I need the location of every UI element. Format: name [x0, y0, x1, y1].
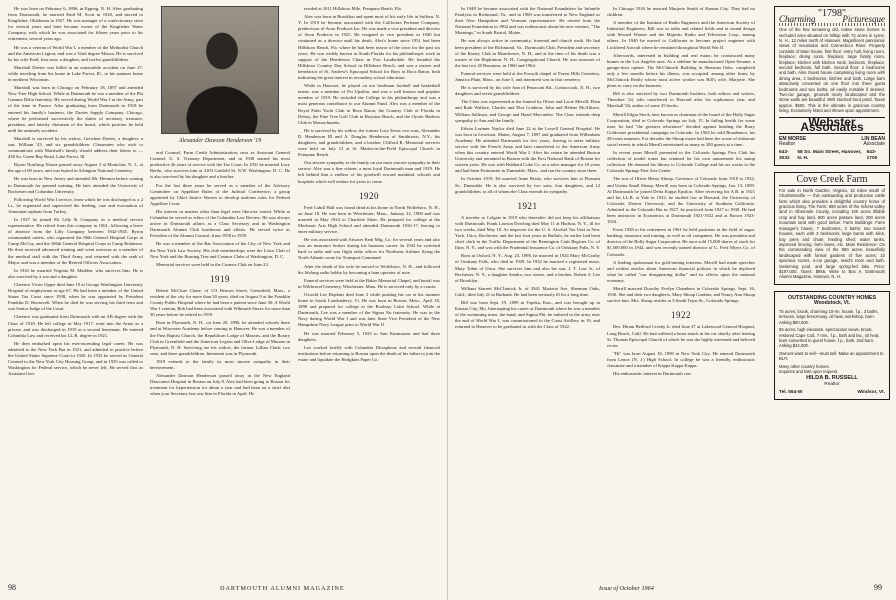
article-paragraph: Alexander Dawson Henderson passed away in the New England Deaconess Hospital in Boston on July 8. Alex had been going to Boston for treatment for hypertension for about a year and had been on a strict diet when your Secretary last saw him in Florida in April. He	[150, 373, 290, 397]
article-paragraph: "Hi" was born August 18, 1899 in New York City. He entered Dartmouth from Lenox (N. J.) High School. In college he was a friendly, enthusiastic classmate and a member of Kappa Kappa Kappa.	[607, 350, 755, 368]
article-paragraph: Funeral services were held at the Baker Memorial Chapel, and burial was in Wildwood Cemetery, Winchester, Mass. He is survived only by a cousin.	[298, 277, 440, 289]
ad-homes-town: Windsor, Vt.	[857, 389, 885, 395]
article-paragraph: He is survived by his wife Ann of Penacook Rd., Contoocook, N. H., two daughters and seven grandchildren.	[455, 85, 600, 97]
article-paragraph: He then embarked upon his ever-ascending legal career. He was admitted to the New York Bar in 1921, and admitted to practice before the United States Supreme Court in 1926. In 1933 he served as General Counsel to the New York City Housing Group, and in 1935 was called to Washington for Federal service, which he never left. He served first as Assistant Gen-	[8, 340, 143, 377]
article-paragraph: Byron Northrup Noone passed away August 3 at Montclair, N. J., at the age of 69 years, and was buried in Arlington National Cemetery.	[8, 162, 143, 174]
ad-tagline-right: Picturesque	[842, 13, 885, 24]
article-paragraph: Our sincere sympathy to the family on our most sincere sympathy in their sorrow. Alex was a fine citizen, a most loyal Dartmouth man and 1919. He left behind him a endless of his goodwill toward mankind, schools and hospitals which will endure for years to come.	[298, 160, 440, 184]
ad-webster-associates	[774, 6, 890, 166]
agent-left: EM MORSE	[779, 135, 807, 142]
article-paragraph: He was born on February 6, 1896, in Epping, N. H. After graduating from Dartmouth, he married Enid M. Scott in 1920, and moved to Kingfisher, Oklahoma in 1927. He was manager of a confectionery store for several years and later became owner of the Kingfisher Water Company, with which he was associated for fifteen years prior to his retirement, several years ago.	[8, 6, 143, 42]
article-paragraph: Alex was born in Brooklyn and spent most of his early life in Suffern, N. Y. In 1919 he became associated with the California Perfume Company, predecessor of Avon Products Inc. He was made a vice president and director of Avon Products in 1925. He resigned as vice president in 1940 but continued as a director until his death. Alex's home since 1951 had been Hillsboro Beach, Fla. where he had been mayor of the town for the past six years. He was widely known in South Florida for his philanthropic work in support of the Henderson Clinic in Fort Lauderdale. He founded the Hillsboro Country Day School in Hillsboro Beach, and was a trustee and benefactor of St. Andrew's Episcopal School for Boys in Boca Raton, both indicating his great interest in secondary school education.	[298, 14, 440, 81]
ad-homes-listing-1: 75 acres, brook, charming 10-rm. house, f.p., 3 baths, terraces, large breezeway, oil heat, workshop, barn. Asking $60,000.	[779, 308, 879, 325]
article-paragraph: Rev. Hiram Bedford Crosby Jr. died June 27 at Lakewood General Hospital, Long Beach, Calif. He had suffered a heart attack in his car shortly after leaving St. Thomas Episcopal Church of which he was the highly esteemed and beloved rector.	[607, 324, 755, 348]
article-paragraph: Merrill married Dorothy Evelyn Chambers in Colorado Springs, Sept. 16, 1930. She and their two daughters, Mary Shoup Gardner, and Nancy Ann Shoup survive him. Mrs. Shoup resides at 3 South Tejon St., Colorado Springs.	[607, 286, 755, 304]
article-paragraph: Bill is also survived by two Dartmouth brothers, both editors and writers, Theodore '24, who transferred to Harvard after his sophomore year, and Marshall '26, author of some 25 books.	[607, 91, 755, 109]
article-paragraph: The son of Oliver Henry Shoup, Governor of Colorado from 1918 to 1922, and Unetta Small Shoup, Merrill was born in Colorado Springs, Jan. 13, 1899. At Dartmouth he joined Delta Kappa Epsilon. After receiving his A.B. in 1921 and his LL.B. at Yale in 1922, he studied law at Harvard, the University of Colorado, Denver University, and the University of Southern California. Admitted to the Colorado Bar in 1927, he practiced from 1927 to 1938. He had been instructor in Economics at Dartmouth 1921-1922 and at Brown 1923-1924.	[607, 176, 755, 225]
article-paragraph: He was born in New Jersey and attended Mt. Hermon before coming to Dartmouth for premed training. He later attended the University of Rochester and Columbia University.	[8, 176, 143, 194]
left-column-1	[8, 6, 143, 571]
agent-right: LIN BEAN	[861, 135, 885, 142]
ad-farm-title: Cove Creek Farm	[779, 177, 885, 186]
article-paragraph: He was always active in community, fraternal and church work. He had been president of the Richmond, Va., Dartmouth Club, President and secretary of the Rotary Club in Manchester, N. H., and at the time of his death was a trustee of the Hopkinton, N. H., Congregational Church. He was treasurer of the last two 20 Reunions, in 1960 and 1964.	[455, 38, 600, 68]
tel-left: 643-3032	[779, 150, 790, 161]
article-paragraph: 1919 extends to the family its most sincere sympathy in their bereavement.	[150, 358, 290, 370]
article-paragraph: In 1943 he married Virginia M. Madden, who survives him. He is also survived by a son and a daughter.	[8, 267, 143, 279]
ad-homes-realtor: HILDA B. RUSSELL	[806, 375, 858, 382]
ad-homes-tel: Tel. 554-W	[779, 389, 803, 395]
role-left: Realtor	[779, 141, 796, 148]
ad-homes-location: Woodstock, Vt.	[813, 300, 851, 307]
article-paragraph: Merrill Edgar Stock, best known as chairman of the board of the Holly Sugar Corporation, died in Colorado Springs on July 15. In failing health for some time, he had "the greatest reluctance" decided against heading the Barry Goldwater presidential campaign in Colorado. In 1963 he sold Broadmoor, his 28-room mansion. For decades the Shoup estate had been the scene of elaborate social events in which Merrill entertained as many as 300 guests at a time.	[607, 111, 755, 147]
article-paragraph: Memorial services were held in the Cosmos Club on June 23.	[156, 261, 269, 267]
article-paragraph: A traveler to Colgate in 1919 who thereafter did not keep his affiliations with Dartmouth, Frank Lawton Dowling died May 11 at Hudson, N. Y., ill for two weeks, died May 10. As inspector for the U. S. Alcohol Tax Unit in New York, Utica, Rochester, and the last four years in Buffalo, he earlier had been chief clerk in the Traffic Department of the Remington Cash Register Co. of Ilion, N. Y., and was with the Prudential Insurance Co. of Oriskany Falls, N. Y.	[455, 214, 600, 251]
ad-homes-title: OUTSTANDING COUNTRY HOMES	[787, 294, 877, 301]
portrait-photo	[161, 6, 279, 134]
article-paragraph: eral Counsel, Farm Credit Administration; next as Assistant General Counsel, U. S. Treasury Department, and in 1938 started his most productive 26 years of service with the Tax Court. In 1931 he married Lucy Berlin, who survives him at 3103 Garfield St. N.W. Washington, D. C. He is also survived by his daughter and a brother.	[150, 150, 290, 180]
agent-roles	[779, 142, 885, 148]
article-paragraph: For the last three years he served as a member of the Advisory Committee on Appellate Rules of the Judicial Conference, a group appointed by Chief Justice Warren to develop uniform rules for Federal Appellate Court.	[150, 182, 290, 206]
ad-homes-more: Many other country homes.	[779, 363, 830, 369]
article-paragraph: From 1938 to his retirement in 1961 he held positions in the field of sugar, banking, insurance and mining, as well as oil companies. He was president and director of the Holly Sugar Corporation. He once sold 15,000 shares of stock for $1,500,000 in 1944, and was recently named director of G. Fred Myers Co. of Colorado.	[607, 227, 755, 257]
right-column-1	[455, 6, 600, 571]
article-paragraph: He was a veteran of World War I, a member of the Methodist Church and the American Legion; and was a 32nd degree Mason. He is survived by his wife Enid, four sons, a daughter, and twelve grandchildren.	[8, 44, 143, 62]
article-paragraph: Afterwards, interested in building and real estate, he constructed many homes in the Los Angeles area. As a sideline he manufactured Open Sesame, a garage-door opener. The McClintock Building in Sherman Oaks, completed only a few months before his illness, was occupied, among other firms, by McClintock Realty whose most active worker was Bill's wife, Marjorie. She plans to carry on the business.	[607, 52, 755, 89]
class-heading-1920: 1920	[359, 190, 379, 201]
article-paragraph: Edwin Lorimer Naylor died June 22 at the Lowell General Hospital. He was born in Lewiston, Maine, August 7, 1897 and graduated from Wilbraham Academy. He attended Dartmouth for two years, leaving to enter military service with the French Army and later transferred to the American Army when this country entered World War I. After his return he attended Boston University and remained in Boston with the First National Bank of Boston for sixteen years. He was with Hubbard Coke Co. as a sales manager for 18 years and had been Postmaster in Dunstable, Mass., and ran the country store there.	[455, 125, 600, 174]
article-paragraph: Following World War I service, from which he was discharged as a 2 Lt., he organized and supervised the feeding, care and evacuation of Armenian orphans from Turkey.	[8, 196, 143, 214]
classified-ads	[774, 6, 890, 406]
article-paragraph: The Class was represented at the funeral by Oliver and Lacie Merrill, Eben and Ruth Wallace, Charles and Elsa Crathern, John and Helene McAllister, William Sullivan, and George and Hazel Macomber. The Class extends deep sympathy to Ann and the family.	[455, 99, 600, 123]
ad-homes-contact	[779, 390, 885, 396]
article-paragraph: In 1948 he became associated with the National Foundation for Infantile Paralysis in Richmond, Va., and in 1960 was transferred to New England as their New Hampshire and Vermont representative. He retired from the National Foundation in 1962 and was enthusiastic about his new venture, "The Mornings," in South Bristol, Maine.	[455, 6, 600, 36]
tel-right: 643-1700	[866, 150, 878, 161]
ad-homes-listing-2: 55 acres, high elevation, spectacular views, brook, restored Cape Cod, 7 rms., f.p., bath and lav., oil heat, barn converted to guest house, f.p., bath, 2nd barn. Asking $44,000.	[779, 327, 880, 349]
article-paragraph: Robert McClure Chase, of 113 Beacon Street, Greenfield, Mass., a resident of the city for more than 30 years, died on August 9 at the Franklin County Public Hospital where he had been a patient since June 30. A World War I veteran, Bob had been associated with Wilmarth Stores for more than 30 years before he retired in 1959.	[150, 287, 290, 318]
article-paragraph: Marshall was born in Chicago on February 18, 1897 and attended New Trier High School. While at Dartmouth he was a member of the Phi Gamma Delta fraternity. He served during World War I in the Army, part of the time in France. After graduating from Dartmouth in 1918 he entered his family's business, the Davies Supply Company, Chicago, where he performed successively the duties of secretary, treasurer, president, and latterly chairman of the board, which position he held until his untimely accident.	[8, 85, 143, 133]
ad-divider	[779, 23, 885, 26]
ad-farm-body: For sale in North Garden, Virginia, 15 miles south of Charlottesville — this outstanding and productive cattle farm which also provides a delightful country home of gracious living. The Farm: 890 acres of the richest valley land in Albemarle County, including 100 acres tillable crop and hay land, 600 acres pasture land, 200 acres mountain land with good timber. Farm Buildings: Farm manager's house, 7 bedrooms, 3 baths; two tenant houses, each with 3 bedrooms; large barns with silos, hay pens and chute; feeding shed; water tanks, improved fencing, farm lanes, etc. Main Residence: On the commanding view of the 890 acres, beautifully landscaped with formal gardens of five acres; 10 spacious rooms, 4-car garage, maid's room and bath. Swimming pool, and large spring-fed lake. Price: $197,000. Taxes: $955. Write to Box A, Dartmouth Alumni Magazine, Hanover, N. H.	[779, 187, 885, 280]
article-paragraph: In October 1919, Ed married Anne Brady, who survives him at Pleasant St., Dunstable. He is also survived by two sons, four daughters, and 12 grandchildren, to all of whom the Class extends its sympathy.	[455, 176, 600, 194]
article-paragraph: While in Hanover, he played on our freshman football and basketball teams, was a member of Psi Upsilon, and was a well known and popular member of 1919. He included the College in his philanthropy and was a most generous contributor to our Alumni Fund. Alex was a member of the Royal Palm Yacht Club in Boca Raton, the Country Club of Florida in Delray, the Pine Tree Golf Club in Boynton Beach, and the Oyster Harbors Club in Massachusetts.	[298, 83, 440, 125]
page-number-right: 99	[874, 583, 882, 592]
ad-cove-creek-farm	[774, 172, 890, 285]
ad-homes-realtor-role: Realtor	[824, 382, 840, 387]
article-paragraph: Marshall Davies was killed in an automobile accident on June 27, while traveling from his home in Lake Forest, Ill., to his summer home in northern Wisconsin.	[8, 64, 143, 83]
article-paragraph: Born in Oxford, N. Y., Aug. 23, 1898, he married in 1924 Mary McCarthy of Oriskany Falls, who died in 1929. In 1932 he married a registered nurse, Mary Tobin of Utica. She survives him and also his son, J. T. Law Jr., of Rochester, N. Y., a daughter Sandra, two sisters, and a brother, Robert S. Lee of Brooklyn.	[455, 253, 600, 283]
page-number-left: 98	[8, 583, 16, 592]
ad-homes-listing-3: Owners want to sell—must sell. Make an appointment to BUY.	[779, 350, 884, 362]
article-paragraph: Funeral services were held at the Forsyth chapel of Forest Hills Cemetery, Jamaica Plain, Mass., on June 5, and interment was in that cemetery.	[455, 70, 600, 83]
article-paragraph: Oswald Lee Hopkins died June 2 while pushing his car at his summer home in South Londonderry, Vt. He was born in Boston, Mass., April 18, 1898 and prepared for college at the Roxbury Latin School. While at Dartmouth, Lee was a member of the Sigma Nu fraternity. He was in the Navy during World War I and was later State Vice President of the New Hampshire Navy League prior to World War II.	[298, 291, 440, 328]
article-paragraph: Lee worked briefly with Columbia Dictaphone and several financial institutions before returning to Boston upon the death of his father to join the estate and liquidate the Hodgkins Paper Co.	[298, 344, 440, 362]
right-page	[449, 0, 896, 600]
role-right: Associate	[863, 141, 885, 148]
class-heading-1919: 1919	[210, 273, 230, 284]
ad-body: One of the few remaining old, native stone homes in secluded area situated on hilltop with 72 acres in Lyme, N. H., 12 miles north of Hanover. Magnificent panoramic views of mountains and Connecticut River. Property consists of Main house, first floor: entry hall, living room, fireplace; dining room, fireplace; large family room, fireplace; kitchen with kitchen nook; bedroom, fireplace; second bedroom, full bath. Second floor: 2 bedrooms and bath. Also Guest house comprising living room with dining area, 2 bedrooms, kitchen and bath. Large barn attractively converted on one floor into three guest bedrooms and two baths, all easily rentable if desired. Two-car garage, grounds nicely landscaped and the stone walls are beautiful. Well stocked trout pond. Taxes approx. $500. This is the ultimate in gracious country living. Exclusively listed and shown upon appointment.	[779, 27, 885, 114]
article-paragraph: Born in Plymouth, N. H., on June 28, 1896, he attended schools there and at Worcester Academy before coming to Hanover. He was a member of the First Baptist Church, the Republican Lodge of Masons, and the Rotary Club in Greenfield and the American Legion and Olive Lodge of Masons in Plymouth, N. H. Surviving are his widow, the former Lillian Clark; two sons, and three grandchildren. Interment was in Plymouth.	[150, 320, 290, 356]
class-heading-1921: 1921	[517, 200, 538, 211]
article-paragraph: After the death of his wife he moved to Wolfeboro, N. H., and followed his lifelong radio hobby by becoming a ham operator of note.	[298, 263, 440, 275]
article-paragraph: William Starrett McClintock Jr. of 3941 Marietta Ave, Sherman Oaks, Calif., died July 21 in Burbank. He had been seriously ill for a long time.	[455, 285, 600, 297]
article-paragraph: A member of the Institute of Radio Engineers and the American Society of Industrial Engineers, Bill was in radio and related fields and in sound design with Seward Warner and the Majestic Radio and Television Corp., among others. In 1940 he moved to California to become project engineer with Lockheed Aircraft where he remained throughout World War II.	[607, 20, 755, 50]
article-paragraph: In recent years Merrill presented to the Colorado Springs Pros Club his collection of model trains but retained for his own amusement his stamp collection. He donated his library to Colorado College and his art works to the Colorado Springs Fine Arts Center.	[607, 150, 755, 174]
article-paragraph: Clarence Victor Opper died June 19 at George Washington University Hospital of emphysema at age 67. He had been a member of the United States Tax Court since 1938, when he was appointed by President Franklin D. Roosevelt. When he died he was serving his third term and was Senior Judge of the Court.	[8, 281, 143, 312]
realtor-address: 58 So. Main Street, Hanover, N. H.	[797, 150, 862, 161]
ad-country-homes	[774, 291, 890, 400]
article-paragraph: Clarence was graduated from Dartmouth with an AB degree with the Class of 1918. He left college in May 1917, went into the Army as a private, and was discharged in 1919 as a second lieutenant. He entered Columbia Law and received his LL.B. degree in 1921.	[8, 314, 143, 338]
ad-year: "1798"	[817, 8, 847, 19]
left-column-3	[298, 6, 440, 571]
article-paragraph: His interest in matters other than legal were likewise varied. While at Columbia he served as editor of the Columbia Law Review. He was always active in Dartmouth affairs as a Class Secretary and in Washington Dartmouth Alumni Club luncheons and affairs. He served twice as President of the Alumni Council, from 1958 to 1959.	[150, 208, 290, 239]
article-paragraph: He was a member of the Bar Association of the City of New York and the New York Law Society. His club memberships were the Lotos Club of New York and the Burning Tree and Cosmos Clubs of Washington, D. C.	[150, 241, 290, 259]
article-paragraph: Marshall is survived by his widow, Gretchen Davies, a daughter, a son, William '43, and six grandchildren. Classmates who wish to communicate with Marshall's family should address their letters to — 436 So. Green Bay Road, Lake Forest, Ill.	[8, 135, 143, 160]
magazine-title: DARTMOUTH ALUMNI MAGAZINE	[220, 585, 345, 592]
article-paragraph: In Chicago 1926 he married Marjorie Smith of Kansas City. They had no children.	[607, 6, 755, 18]
right-column-2	[607, 6, 755, 571]
article-paragraph: resided at 1011 Hillsboro Mile, Pompano Beach, Fla.	[304, 6, 402, 11]
article-paragraph: He is survived by his widow, the former Lucy Ernst; two sons, Alexander D. Henderson III and A. Douglas Henderson of Smithtown, N.Y.; his daughters, and grandchildren, and a brother, Clifford R. Memorial services were held on July 13 at St. Martin-in-the-Field Episcopal Church in Pompano Beach.	[298, 127, 440, 158]
article-paragraph: His enthusiastic interest in Dartmouth con-	[613, 371, 692, 377]
article-paragraph: He was associated with Atwater Kent Mfg. Co. for several years and also was an insurance broker during his business career. In 1942 he switched back to radio and was flight radio officer for Northeast Airlines flying the North Atlantic route for Transport Command.	[298, 237, 440, 261]
ad-homes-inquiries: Inquiries and lists upon request.	[779, 369, 839, 374]
photo-caption: Alexander Dawson Henderson '19	[178, 138, 262, 144]
realtor-name: Webster Associates	[779, 117, 885, 134]
article-paragraph: In 1927 he joined Eli Lilly & Company as a medical service representative. He retired from this company in 1961, following a leave of absence from the Lilly Company between 1942-1945. Byron commanded cadets, who organized the 86th General Hospital Corps at Camp McCoy, and the 186th General Hospital Corps at Camp Robinson. He then received advanced training and went overseas as a member of the medical staff with the Third Army, and returned with the rank of Major, and was a member of the Retired Officers Association.	[8, 217, 143, 265]
article-paragraph: He was married February 5, 1923 to Ann Rasmussen and had three daughters.	[298, 330, 440, 342]
ad-tagline-left: Charming	[779, 13, 816, 24]
realtor-contact	[779, 150, 885, 161]
issue-date: Issue of October 1964	[599, 585, 654, 592]
article-paragraph: A leading spokesman for gold-mining interests, Merrill had made speeches and written articles about American financial policies in which he deplored what he called "our disappearing dollar" and its effects upon the national economy.	[607, 259, 755, 283]
article-paragraph: Fred Cahill Hall was found dead at his home in North Wolfeboro, N. H., on June 18. He was born in Winchester, Mass., January 22, 1900 and was married in May 1924 to Charlotte Shaw. He prepared for college at the Mechanic Arts High School and attended Dartmouth 1916-17, leaving to enter military service.	[298, 204, 440, 235]
article-paragraph: Bill was born Sept. 19, 1899 in Topeka, Kan., and was brought up in Kansas City, Mo. Interrupting his career at Dartmouth where he was a member of the swimming team, the band, and Sigma Phi, he enlisted in the army near the end of World War I, was commissioned in the Coast Artillery in 19, and returned to Hanover to be graduated as with the Class of 1922.	[455, 300, 600, 330]
class-heading-1922: 1922	[671, 310, 691, 321]
left-column-2	[150, 6, 290, 571]
